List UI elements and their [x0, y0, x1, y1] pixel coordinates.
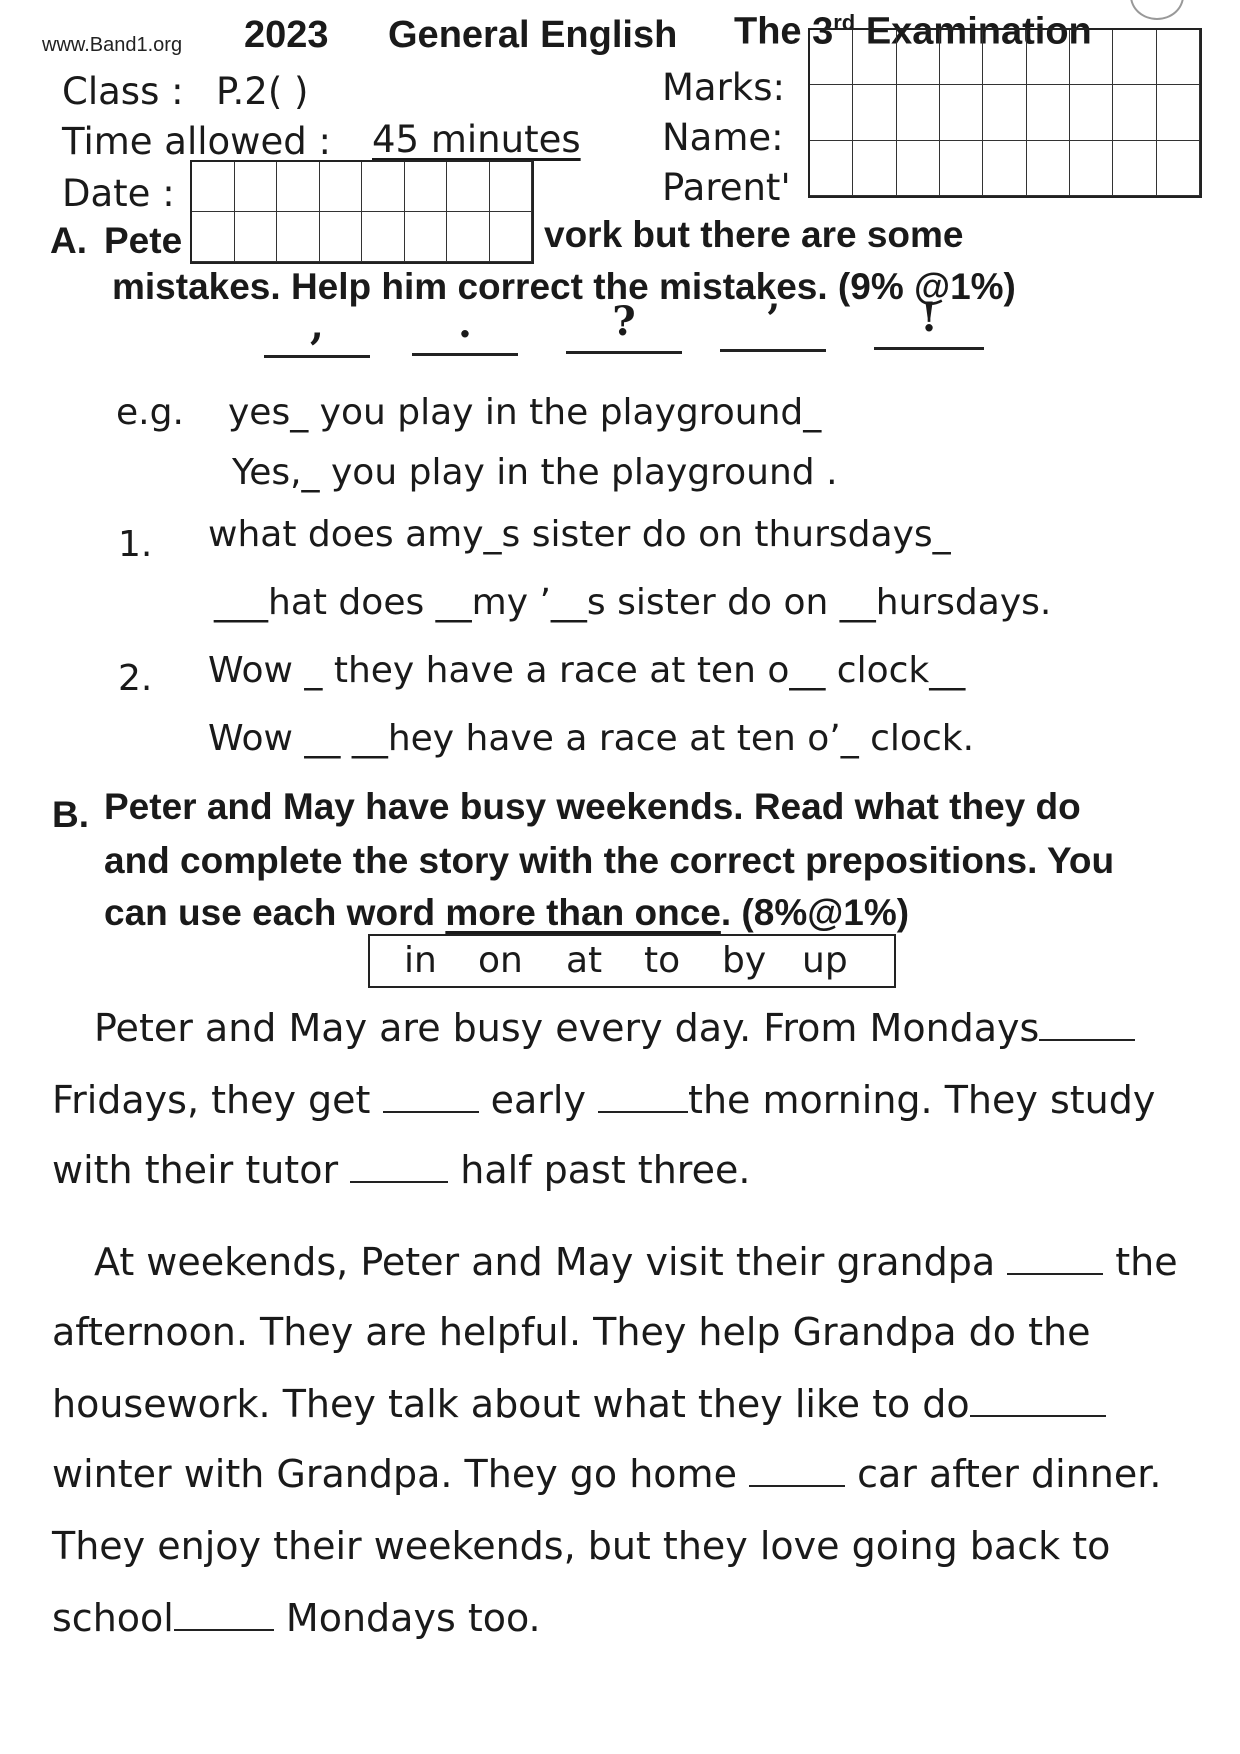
- answer-grid-left: [190, 160, 534, 264]
- blank-5[interactable]: [1007, 1245, 1103, 1275]
- exam-title-ordinal: rd: [833, 10, 856, 35]
- watermark-text: www.Band1.org: [42, 34, 183, 56]
- blank-7[interactable]: [749, 1457, 845, 1487]
- section-b-instruction-line3-start: can use each word: [104, 892, 446, 933]
- item-2-answer: Wow __ __hey have a race at ten o’_ clock.: [208, 718, 975, 759]
- item-2-question: Wow _ they have a race at ten o__ clock__: [208, 650, 966, 691]
- class-value: P.2( ): [216, 70, 309, 113]
- punct-exclamation: !: [874, 294, 984, 350]
- story-line-1: Peter and May are busy every day. From Mondays: [94, 1006, 1135, 1050]
- answer-grid-right: [808, 28, 1202, 198]
- section-a-letter: A.: [50, 220, 87, 261]
- blank-4[interactable]: [350, 1153, 448, 1183]
- blank-1[interactable]: [1039, 1011, 1135, 1041]
- punct-question-mark: ?: [566, 298, 682, 354]
- example-answer: Yes,_ you play in the playground .: [232, 452, 838, 493]
- blank-6[interactable]: [970, 1387, 1106, 1417]
- section-b-letter: B.: [52, 794, 89, 835]
- section-b-instruction-line1: Peter and May have busy weekends. Read what they do: [104, 786, 1081, 827]
- item-2-number: 2.: [118, 658, 153, 699]
- blank-2[interactable]: [383, 1083, 479, 1113]
- word-bank-up: up: [802, 940, 848, 981]
- punct-comma: ,: [264, 302, 370, 358]
- exam-subject: General English: [388, 14, 678, 56]
- name-label: Name:: [662, 116, 784, 159]
- story-line-3: with their tutor half past three.: [52, 1148, 751, 1192]
- item-1-question: what does amy_s sister do on thursdays_: [208, 514, 951, 555]
- blank-3[interactable]: [598, 1083, 688, 1113]
- story-line-8: They enjoy their weekends, but they love going back to: [52, 1524, 1111, 1568]
- section-b-instruction-line2: and complete the story with the correct prepositions. You: [104, 840, 1115, 881]
- marks-label: Marks:: [662, 66, 785, 109]
- section-b-instruction-emphasis: more than once: [445, 892, 721, 933]
- time-label: Time allowed :: [62, 120, 331, 163]
- word-bank-at: at: [566, 940, 603, 981]
- story-line-5: afternoon. They are helpful. They help Grandpa do the: [52, 1310, 1091, 1354]
- word-bank-box: [368, 934, 896, 988]
- punct-apostrophe: ’: [720, 296, 826, 352]
- time-value: 45 minutes: [372, 118, 581, 161]
- section-b-instruction-line3: [104, 892, 909, 934]
- section-b-instruction-line3-end: . (8%@1%): [720, 892, 910, 933]
- corner-mark-icon: [1130, 0, 1184, 20]
- exam-title-suffix: Examination: [865, 10, 1092, 53]
- story-line-6: housework. They talk about what they like to do: [52, 1382, 1106, 1426]
- punct-full-stop: .: [412, 300, 518, 356]
- word-bank-to: to: [644, 940, 681, 981]
- date-label: Date :: [62, 172, 175, 215]
- section-a-instruction-start: Pete: [104, 220, 183, 261]
- example-question: yes_ you play in the playground_: [228, 392, 822, 433]
- section-a-instruction-end: vork but there are some: [544, 214, 964, 255]
- exam-year: 2023: [244, 14, 329, 56]
- story-line-9: school Mondays too.: [52, 1596, 541, 1640]
- story-line-7: winter with Grandpa. They go home car after dinner.: [52, 1452, 1162, 1496]
- story-line-4: At weekends, Peter and May visit their grandpa the: [94, 1240, 1178, 1284]
- example-label: e.g.: [116, 392, 184, 433]
- parent-label: Parent': [662, 166, 791, 209]
- word-bank-by: by: [722, 940, 767, 981]
- item-1-answer: ___hat does __my ’__s sister do on __hursdays.: [214, 582, 1052, 623]
- blank-8[interactable]: [174, 1601, 274, 1631]
- item-1-number: 1.: [118, 524, 153, 565]
- section-a-instruction-line2: mistakes. Help him correct the mistakes. (9% @1%): [112, 266, 1016, 307]
- word-bank-in: in: [404, 940, 437, 981]
- story-line-2: Fridays, they get early the morning. They study: [52, 1078, 1156, 1122]
- exam-title-prefix: The 3: [734, 10, 834, 53]
- class-label: Class :: [62, 70, 184, 113]
- word-bank-on: on: [478, 940, 523, 981]
